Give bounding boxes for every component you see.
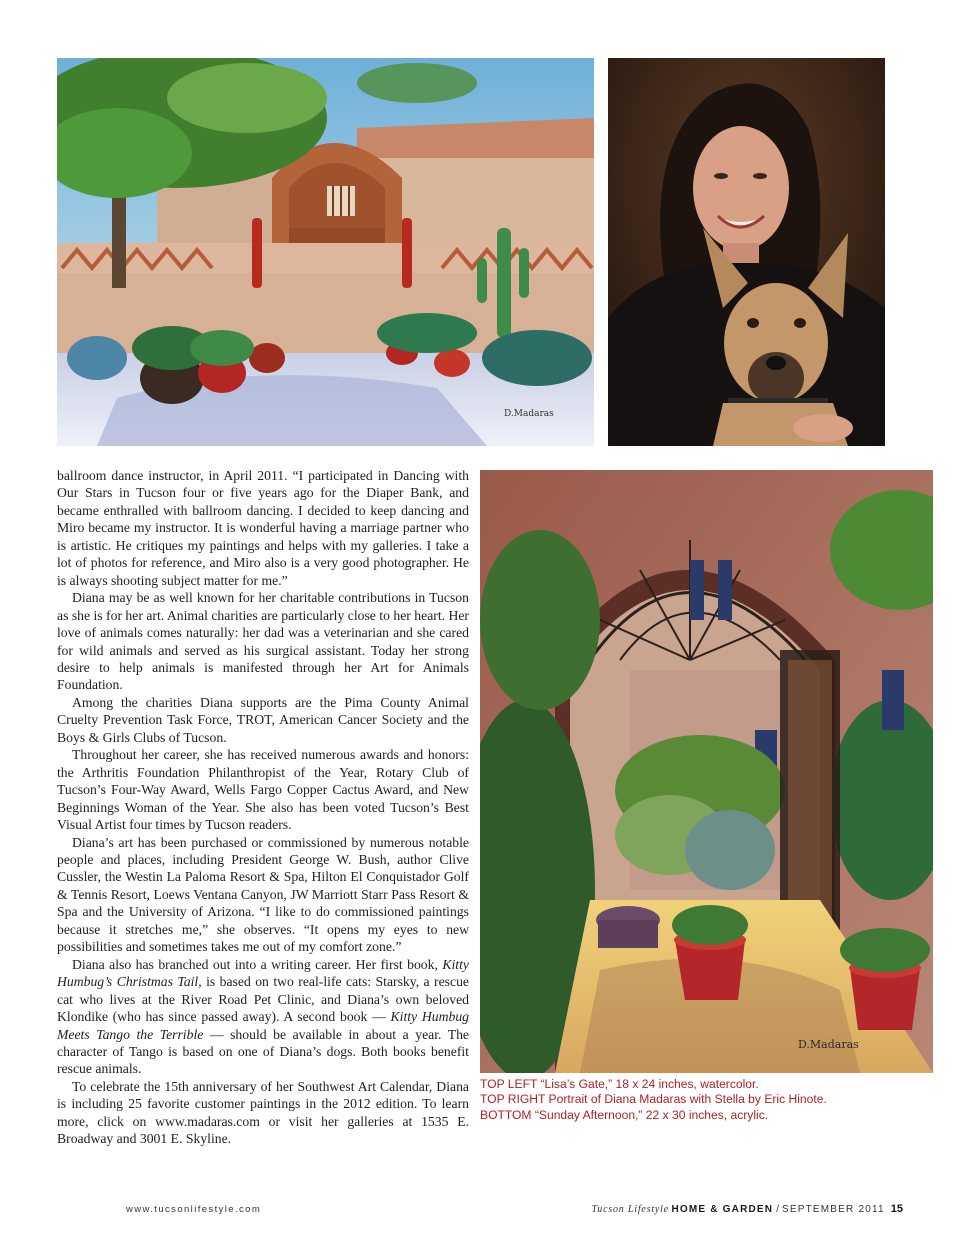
caption-top-right: TOP RIGHT Portrait of Diana Madaras with Stella by Eric Hinote. <box>480 1092 827 1107</box>
painting-lisas-gate <box>57 58 594 446</box>
photo-captions <box>480 1077 940 1123</box>
page-number: 15 <box>890 1203 903 1215</box>
footer-separator: / <box>776 1204 779 1215</box>
caption-top-left: TOP LEFT “Lisa’s Gate,” 18 x 24 inches, watercolor. <box>480 1077 759 1091</box>
book-title-1: Kitty Humbug’s Christmas Tail <box>57 956 469 990</box>
painting-sunday-afternoon <box>480 470 933 1073</box>
signature-top-left: D.Madaras <box>504 409 554 419</box>
footer-issue-date: SEPTEMBER 2011 <box>781 1204 885 1215</box>
footer-magazine-name: Tucson Lifestyle <box>591 1204 669 1215</box>
paragraph-3: Among the charities Diana supports are the Pima County Animal Cruelty Prevention Task Force, TROT, American Cancer Society and the Boys & Girls Clubs of Tucson. <box>57 694 469 745</box>
paragraph-6-part-a: Diana also has branched out into a writing career. Her first book, <box>72 956 438 972</box>
paragraph-4: Throughout her career, she has received numerous awards and honors: the Arthritis Foundation Philanthropist of the Year, Rotary Club of Tucson’s Four-Way Award, Wells Fargo Copper Cactus Award, and New Beginnings Woman of the Year. She also has been voted Tucson’s Best Visual Artist four times by Tucson readers. <box>57 747 469 833</box>
footer-url: www.tucsonlifestyle.com <box>126 1204 262 1215</box>
caption-bottom: BOTTOM “Sunday Afternoon,” 22 x 30 inches, acrylic. <box>480 1107 769 1122</box>
book-title-2: Kitty Humbug Meets Tango the Terrible <box>57 1009 470 1042</box>
paragraph-1: ballroom dance instructor, in April 2011. “I participated in Dancing with Our Stars in Tucson four or five years ago for the Diaper Bank, and became enthralled with ballroom dancing. I decided to keep dancing and Miro became my instructor. It is wonderful having a marriage partner who is artistic. He critiques my paintings and helps with my galleries. I take a lot of photos for reference, and Miro also is a very good photographer. He is always shooting subject matter for me.” <box>57 468 469 588</box>
signature-bottom: D.Madaras <box>798 1038 859 1051</box>
article-body <box>57 467 469 1148</box>
portrait-photo <box>608 58 885 446</box>
paragraph-6-part-c: , is based on two real-life cats: Starsky, a rescue cat who lives at the River Road Pet Clinic, and Diana’s own beloved Klondike (who has since passed away). A second book — <box>57 974 470 1025</box>
paragraph-7: To celebrate the 15th anniversary of her Southwest Art Calendar, Diana is including 25 favorite customer paintings in the 2012 edition. To learn more, click on www.madaras.com or visit her galleries at 1535 E. Broadway and 3001 E. Skyline. <box>57 1078 469 1147</box>
paragraph-6 <box>57 956 469 1078</box>
footer-folio <box>591 1203 903 1215</box>
paragraph-6-part-e: — should be available in about a year. The character of Tango is based on one of Diana’s dogs. Both books benefit rescue animals. <box>57 1026 470 1077</box>
footer-section-name: HOME & GARDEN <box>671 1204 774 1215</box>
paragraph-5: Diana’s art has been purchased or commissioned by numerous notable people and places, including President George W. Bush, author Clive Cussler, the Westin La Paloma Resort & Spa, Hilton El Conquistador Golf & Tennis Resort, Loews Ventana Canyon, JW Marriott Starr Pass Resort & Spa and the University of Arizona. “I like to do commissioned paintings because it stretches me,” she observes. “It opens my eyes to new possibilities and sometimes takes me out of my comfort zone.” <box>57 834 469 955</box>
paragraph-2: Diana may be as well known for her charitable contributions in Tucson as she is for her art. Animal charities are particularly close to her heart. Her love of animals comes naturally: her dad was a veterinarian and she cared for wild animals and served as his surgical assistant. Today her strong desire to help animals is manifested through her Art for Animals Foundation. <box>57 590 469 693</box>
